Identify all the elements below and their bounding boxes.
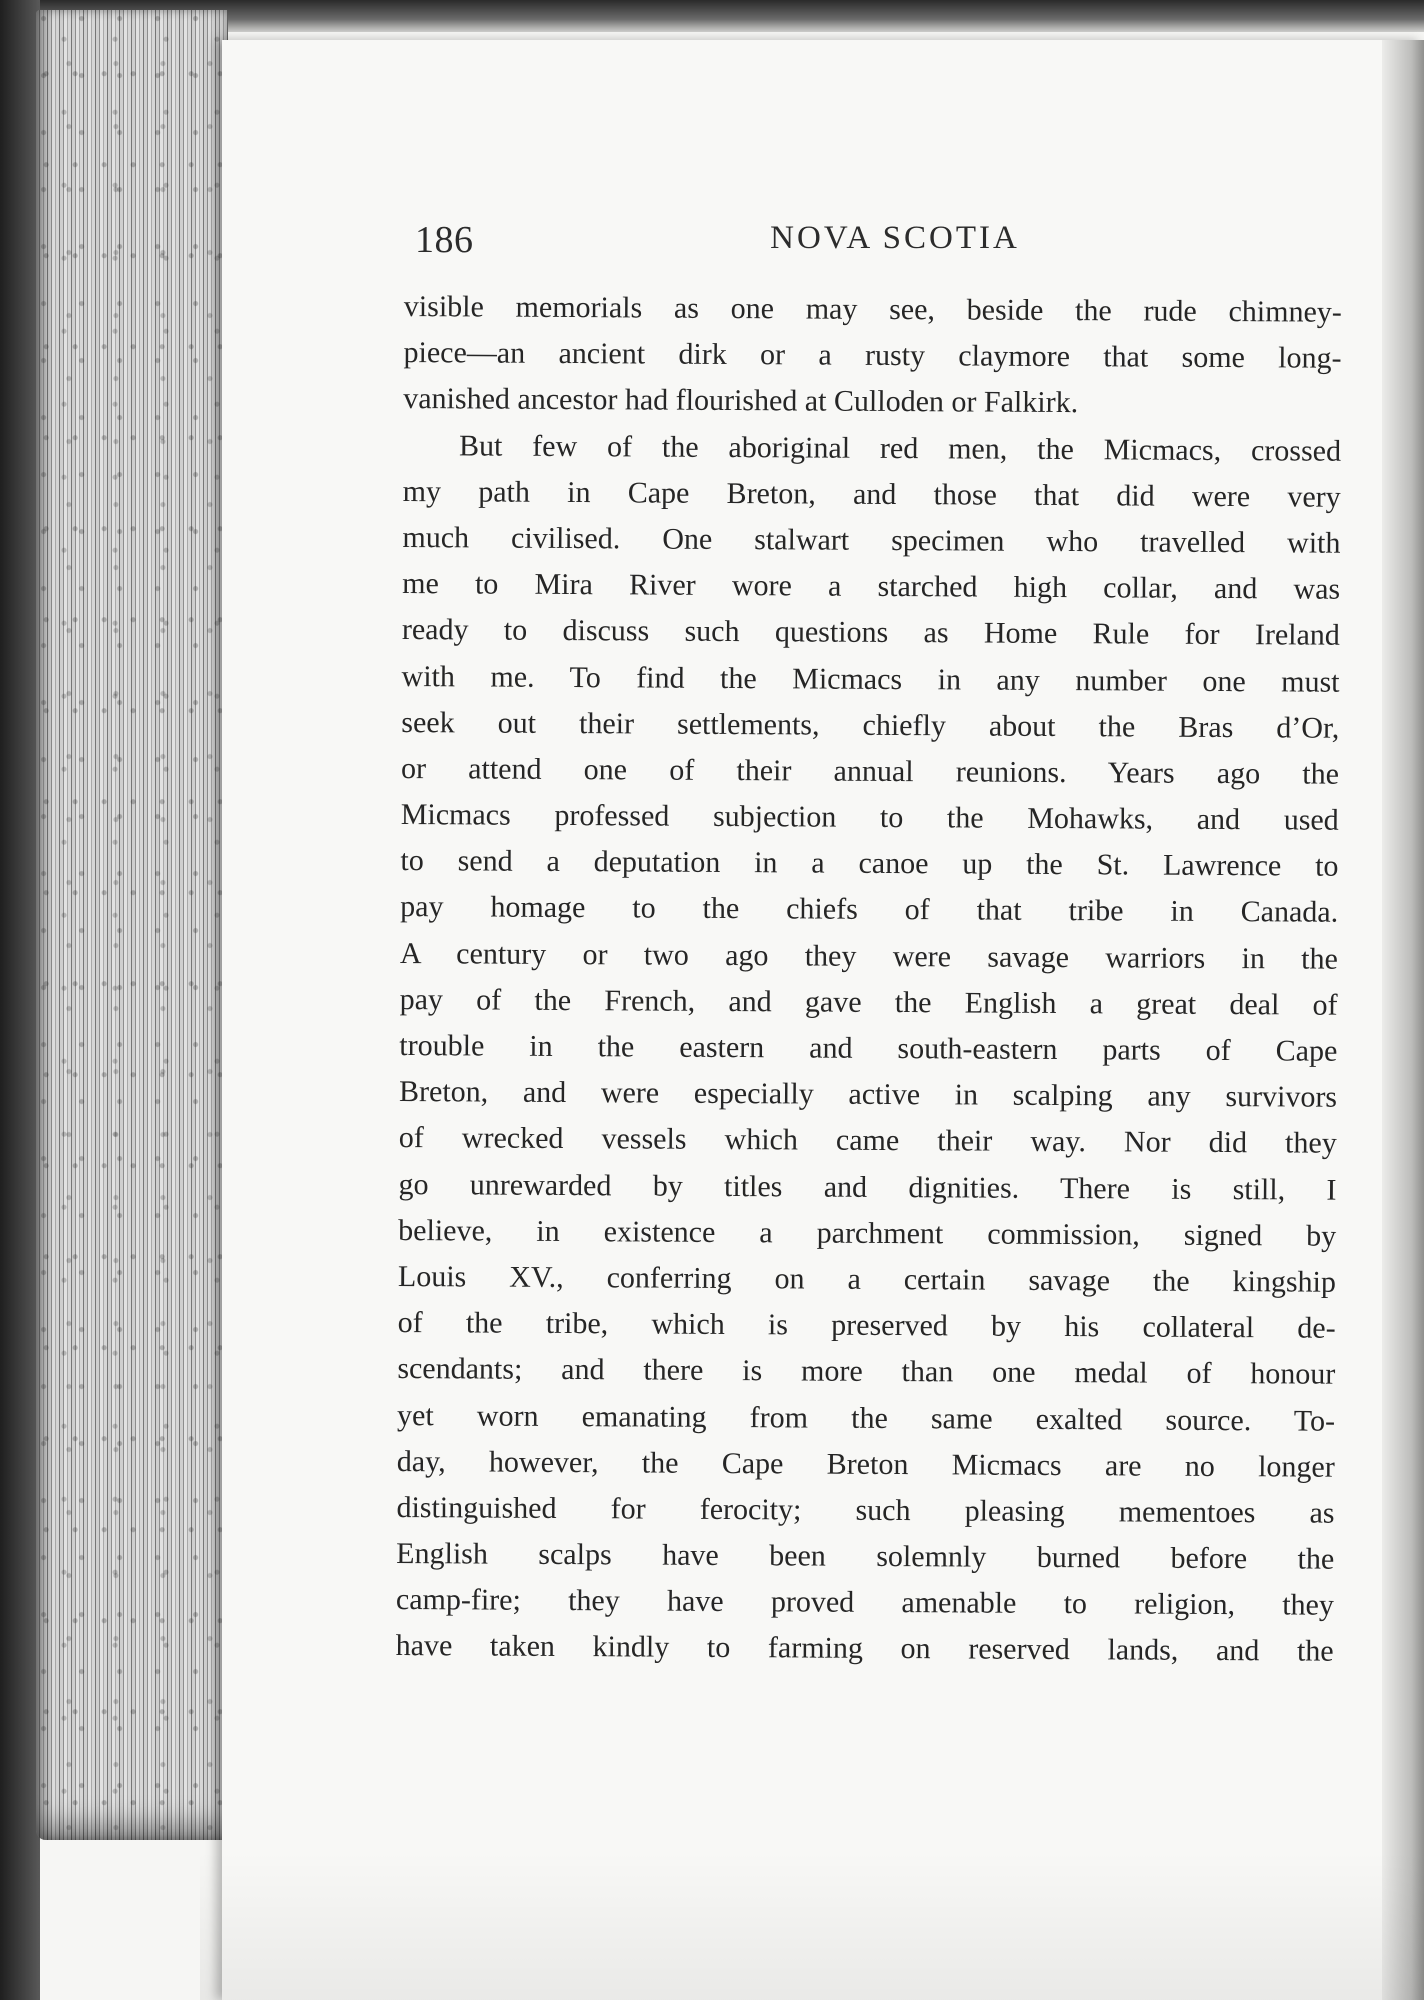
text-line: seek out their settlements, chiefly about the Bras d’Or, — [401, 705, 1340, 745]
text-line: my path in Cape Breton, and those that did were very — [402, 474, 1341, 514]
text-line: me to Mira River wore a starched high collar, and was — [402, 567, 1341, 606]
text-line: visible memorials as one may see, beside the rude chimney- — [403, 289, 1342, 329]
text-line: ready to discuss such questions as Home Rule for Ireland — [401, 613, 1340, 653]
page-number: 186 — [415, 219, 474, 261]
text-line: scendants; and there is more than one medal of honour — [397, 1352, 1336, 1392]
text-line: much civilised. One stalwart specimen who travelled with — [402, 520, 1341, 560]
text-line: yet worn emanating from the same exalted source. To- — [396, 1398, 1336, 1438]
text-line: English scalps have been solemnly burned before the — [396, 1537, 1335, 1576]
page-edge-foxing — [36, 10, 228, 1840]
text-line: to send a deputation in a canoe up the St. Lawrence to — [400, 844, 1339, 883]
running-head — [415, 218, 1375, 278]
text-line: go unrewarded by titles and dignities. There is still, I — [398, 1167, 1337, 1207]
text-line: pay of the French, and gave the English a great deal of — [399, 982, 1338, 1022]
text-line: piece—an ancient dirk or a rusty claymore that some long- — [403, 336, 1342, 375]
text-line: Micmacs professed subjection to the Mohawks, and used — [400, 798, 1339, 837]
gutter-shadow — [1382, 40, 1424, 2000]
text-line: pay homage to the chiefs of that tribe in Canada. — [400, 890, 1339, 930]
text-line: believe, in existence a parchment commission, signed by — [398, 1213, 1337, 1253]
text-line: trouble in the eastern and south-eastern parts of Cape — [399, 1028, 1338, 1068]
text-line: A century or two ago they were savage warriors in the — [399, 936, 1338, 976]
text-line: day, however, the Cape Breton Micmacs are no longer — [396, 1444, 1335, 1484]
text-line: Breton, and were especially active in scalping any survivors — [398, 1075, 1338, 1114]
text-line: of the tribe, which is preserved by his collateral de- — [397, 1306, 1336, 1345]
text-line: have taken kindly to farming on reserved lands, and the — [395, 1629, 1334, 1669]
scan-background-left — [0, 0, 40, 2000]
text-line: vanished ancestor had flourished at Culloden or Falkirk. — [403, 382, 1079, 420]
body-text — [396, 284, 1342, 1675]
text-line: camp-fire; they have proved amenable to religion, they — [395, 1583, 1335, 1622]
leaf-bottom-shading — [200, 1850, 1424, 2000]
text-line: or attend one of their annual reunions. Years ago the — [400, 751, 1340, 791]
text-line: Louis XV., conferring on a certain savage the kingship — [397, 1259, 1337, 1299]
text-line: distinguished for ferocity; such pleasing mementoes as — [396, 1490, 1335, 1530]
running-title: NOVA SCOTIA — [770, 220, 1020, 256]
paragraph-first-line: But few of the aboriginal red men, the Micmacs, crossed — [458, 428, 1342, 468]
text-line: of wrecked vessels which came their way. Nor did they — [398, 1121, 1337, 1161]
text-line: with me. To find the Micmacs in any number one must — [401, 659, 1340, 699]
